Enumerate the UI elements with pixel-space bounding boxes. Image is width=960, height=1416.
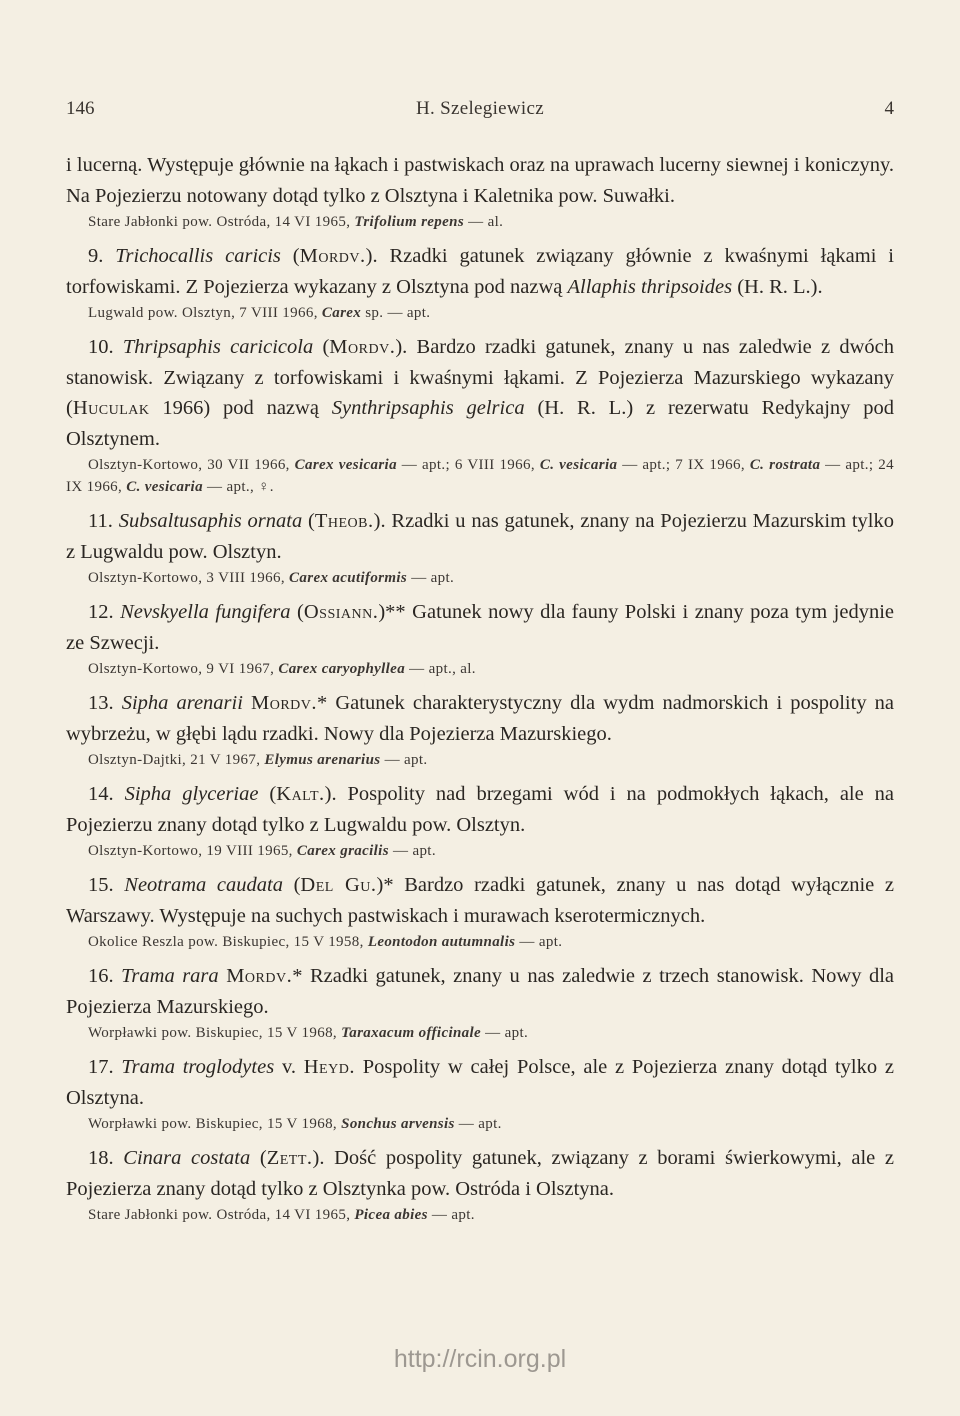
locality-record: Olsztyn-Kortowo, 30 VII 1966, Carex vesicaria — apt.; 6 VIII 1966, C. vesicaria — apt.; 7 IX 1966, C. rostrata — apt.; 24 IX 1966, C. vesicaria — apt., ♀. xyxy=(66,457,894,495)
host-plant: Carex xyxy=(321,305,362,321)
species-author: Heyd. xyxy=(303,1056,355,1078)
species-author: Mordv. xyxy=(299,245,366,267)
host-plant: Leontodon autumnalis xyxy=(367,934,516,950)
host-plant: Taraxacum officinale xyxy=(341,1025,482,1041)
species-entry: 16. Trama rara Mordv.* Rzadki gatunek, znany u nas zaledwie z trzech stanowisk. Nowy dla Pojezierza Mazurskiego. xyxy=(66,965,895,1018)
locality-record: Stare Jabłonki pow. Ostróda, 14 VI 1965, Picea abies — apt. xyxy=(88,1207,475,1223)
locality-record: Olsztyn-Kortowo, 9 VI 1967, Carex caryophyllea — apt., al. xyxy=(88,661,476,677)
intro-paragraph: i lucerną. Występuje głównie na łąkach i pastwiskach oraz na uprawach lucerny siewnej i koniczyny. Na Pojezierzu notowany dotąd tylko z Olsztyna i Kaletnika pow. Suwałki. xyxy=(66,154,894,207)
species-name: Trichocallis caricis xyxy=(115,245,281,267)
species-entry: 10. Thripsaphis caricicola (Mordv.). Bardzo rzadki gatunek, znany u nas zaledwie z dwóch stanowisk. Związany z torfowiskami i kwaśnymi łąkami. Z Pojezierza Mazurskiego wykazany (Huculak 1966) pod nazwą Synthripsaphis gelrica (H. R. L.) z rezerwatu Redykajny pod Olsztynem. xyxy=(66,336,895,450)
running-author: H. Szelegiewicz xyxy=(416,98,544,119)
host-plant: C. vesicaria xyxy=(126,479,203,495)
locality-record: Okolice Reszla pow. Biskupiec, 15 V 1958, Leontodon autumnalis — apt. xyxy=(88,934,563,950)
species-author: Mordv. xyxy=(251,692,318,714)
host-plant: Carex vesicaria xyxy=(294,457,397,473)
species-author: Mordv. xyxy=(329,336,396,358)
species-name: Trama troglodytes xyxy=(121,1056,275,1078)
locality-record: Olsztyn-Dajtki, 21 V 1967, Elymus arenarius — apt. xyxy=(88,752,428,768)
host-plant: Picea abies xyxy=(354,1207,428,1223)
species-entry: 9. Trichocallis caricis (Mordv.). Rzadki gatunek związany głównie z kwaśnymi łąkami i torfowiskami. Z Pojezierza wykazany z Olsztyna pod nazwą Allaphis thripsoides (H. R. L.). xyxy=(66,245,894,298)
host-plant: Sonchus arvensis xyxy=(341,1116,455,1132)
species-author: Mordv. xyxy=(226,965,293,987)
species-author: Ossiann. xyxy=(303,601,379,623)
locality-record: Olsztyn-Kortowo, 19 VIII 1965, Carex gracilis — apt. xyxy=(88,843,436,859)
species-entry: 17. Trama troglodytes v. Heyd. Pospolity w całej Polsce, ale z Pojezierza znany dotąd tylko z Olsztyna. xyxy=(66,1056,894,1109)
species-author: Del Gu. xyxy=(300,874,377,896)
source-watermark-url: http://rcin.org.pl xyxy=(393,1345,567,1373)
species-entry: 12. Nevskyella fungifera (Ossiann.)** Gatunek nowy dla fauny Polski i znany poza tym jedynie ze Szwecji. xyxy=(66,601,895,654)
locality-record: Stare Jabłonki pow. Ostróda, 14 VI 1965, Trifolium repens — al. xyxy=(88,214,504,230)
running-header xyxy=(66,98,894,124)
synonym-name: Synthripsaphis gelrica xyxy=(331,397,525,419)
host-plant: Elymus arenarius xyxy=(264,752,381,768)
species-author: Theob. xyxy=(314,510,374,532)
host-plant: Trifolium repens xyxy=(354,214,465,230)
species-name: Neotrama caudata xyxy=(124,874,283,896)
article-body xyxy=(66,150,894,1234)
synonym-name: Allaphis thripsoides xyxy=(567,275,733,298)
species-entry: 18. Cinara costata (Zett.). Dość pospolity gatunek, związany z borami świerkowymi, ale z Pojezierza znany dotąd tylko z Olsztynka pow. Ostróda i Olsztyna. xyxy=(66,1147,895,1200)
host-plant: Carex gracilis xyxy=(296,843,389,859)
host-plant: Carex caryophyllea xyxy=(278,661,406,677)
host-plant: C. rostrata xyxy=(749,457,821,473)
locality-record: Worpławki pow. Biskupiec, 15 V 1968, Taraxacum officinale — apt. xyxy=(88,1025,529,1041)
species-name: Thripsaphis caricicola xyxy=(122,336,314,358)
species-name: Nevskyella fungifera xyxy=(120,601,291,623)
species-author: Kalt. xyxy=(276,783,325,805)
species-name: Trama rara xyxy=(121,965,219,987)
species-author: Zett. xyxy=(266,1147,313,1169)
locality-record: Lugwald pow. Olsztyn, 7 VIII 1966, Carex sp. — apt. xyxy=(88,305,431,321)
reference-author: Huculak xyxy=(72,397,150,419)
species-name: Sipha glyceriae xyxy=(124,783,259,805)
species-entry: 14. Sipha glyceriae (Kalt.). Pospolity nad brzegami wód i na podmokłych łąkach, ale na Pojezierzu znany dotąd tylko z Lugwaldu pow. Olsztyn. xyxy=(66,783,895,836)
species-entry: 15. Neotrama caudata (Del Gu.)* Bardzo rzadki gatunek, znany u nas dotąd wyłącznie z Warszawy. Występuje na suchych pastwiskach i murawach kserotermicznych. xyxy=(66,874,895,927)
host-plant: C. vesicaria xyxy=(539,457,618,473)
species-name: Cinara costata xyxy=(123,1147,251,1169)
species-name: Subsaltusaphis ornata xyxy=(118,510,303,532)
page-number: 146 xyxy=(66,98,95,119)
species-entry: 13. Sipha arenarii Mordv.* Gatunek charakterystyczny dla wydm nadmorskich i pospolity na wybrzeżu, w głębi lądu rzadki. Nowy dla Pojezierza Mazurskiego. xyxy=(66,692,894,745)
host-plant: Carex acutiformis xyxy=(289,570,408,586)
section-number: 4 xyxy=(884,98,894,119)
species-entry: 11. Subsaltusaphis ornata (Theob.). Rzadki u nas gatunek, znany na Pojezierzu Mazurskim tylko z Lugwaldu pow. Olsztyn. xyxy=(66,510,894,563)
locality-record: Olsztyn-Kortowo, 3 VIII 1966, Carex acutiformis — apt. xyxy=(88,570,455,586)
locality-record: Worpławki pow. Biskupiec, 15 V 1968, Sonchus arvensis — apt. xyxy=(88,1116,502,1132)
species-name: Sipha arenarii xyxy=(121,692,243,714)
